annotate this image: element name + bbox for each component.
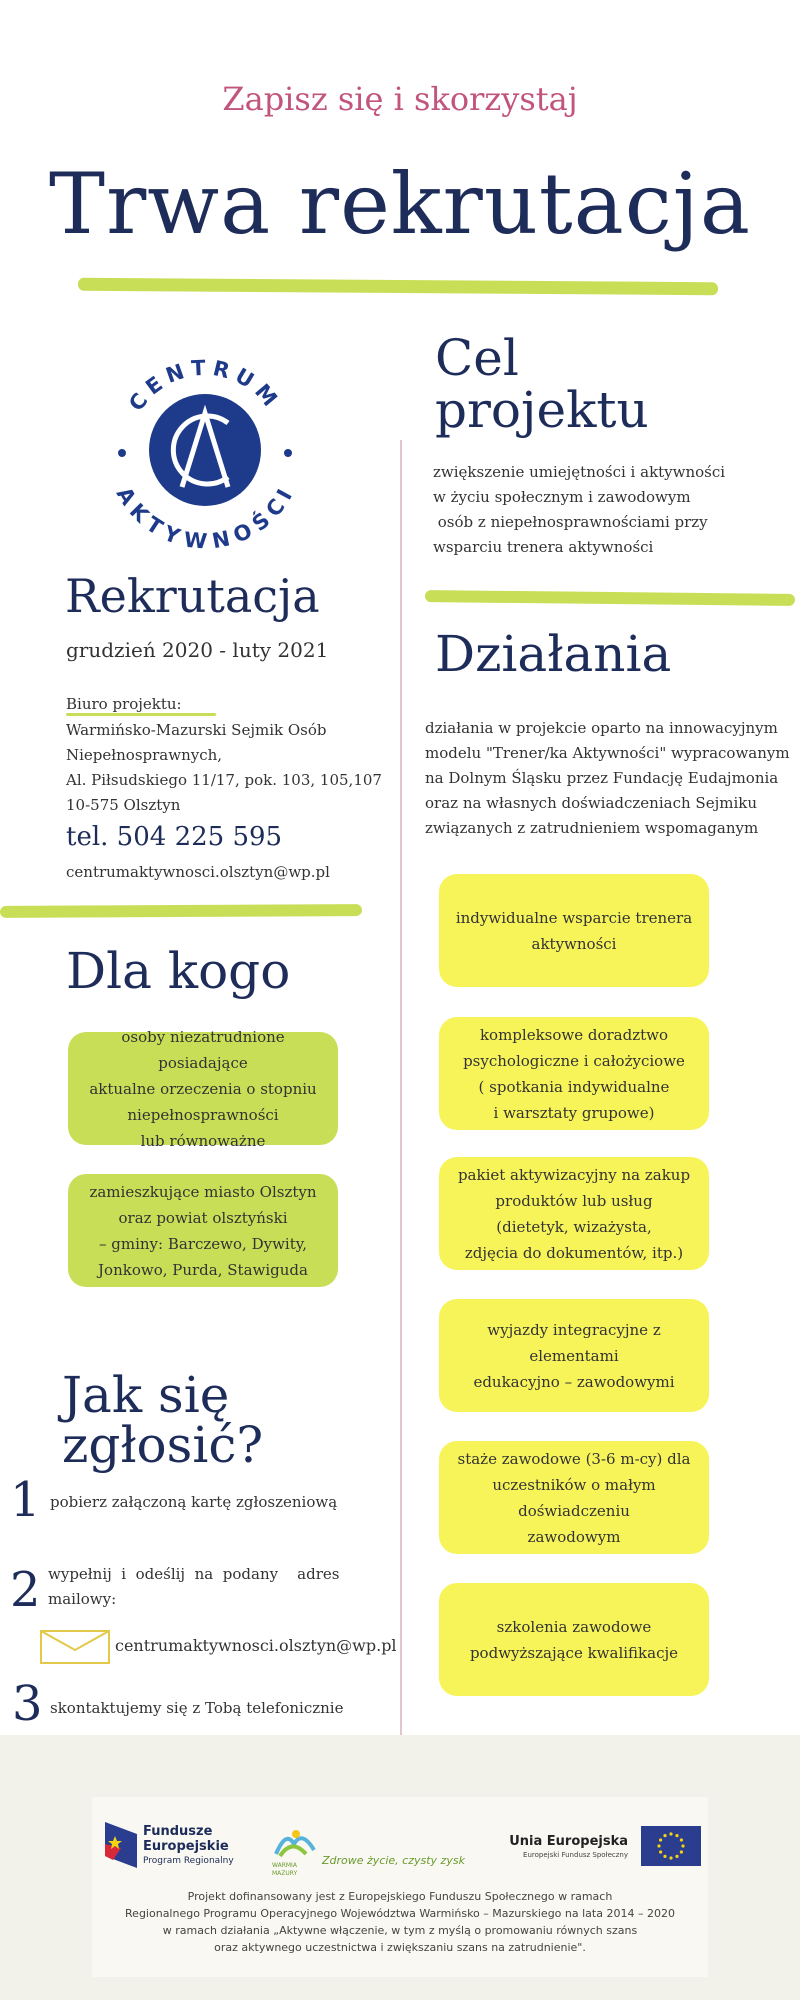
dzialania-line: związanych z zatrudnieniem wspomaganym bbox=[425, 819, 759, 837]
action-item bbox=[439, 1157, 709, 1270]
ue-line1: Unia Europejska bbox=[509, 1834, 628, 1849]
eu-star-icon bbox=[663, 1834, 666, 1837]
footer-line: oraz aktywnego uczestnictwa i zwiększaniu szans na zatrudnienie". bbox=[214, 1941, 586, 1954]
rekrutacja-dates: grudzień 2020 - luty 2021 bbox=[66, 638, 329, 662]
target-line: oraz powiat olsztyński bbox=[118, 1208, 288, 1227]
step-text: pobierz załączoną kartę zgłoszeniową bbox=[50, 1493, 338, 1511]
step-number: 1 bbox=[10, 1472, 41, 1528]
left-brush-divider bbox=[0, 904, 362, 918]
eu-star-icon bbox=[680, 1850, 683, 1853]
target-line: – gminy: Barczewo, Dywity, bbox=[99, 1234, 307, 1253]
warmia-mazury-emblem-icon bbox=[272, 1828, 318, 1858]
dzialania-line: oraz na własnych doświadczeniach Sejmiku bbox=[425, 794, 757, 812]
eu-star-icon bbox=[675, 1855, 678, 1858]
office-label: Biuro projektu: bbox=[66, 695, 182, 713]
cel-line: w życiu społecznym i zawodowym bbox=[433, 488, 691, 506]
eu-flag-icon bbox=[641, 1826, 701, 1866]
dzialania-title: Działania bbox=[435, 625, 672, 683]
action-line: edukacyjno – zawodowymi bbox=[473, 1372, 675, 1391]
target-line: niepełnosprawności bbox=[127, 1105, 279, 1124]
eu-star-icon bbox=[675, 1834, 678, 1837]
warmia-mazury-logo bbox=[272, 1828, 322, 1876]
step-text bbox=[48, 1562, 348, 1612]
cel-line: osób z niepełnosprawnościami przy bbox=[433, 513, 708, 531]
eu-star-icon bbox=[659, 1838, 662, 1841]
dzialania-line: modelu "Trener/ka Aktywności" wypracowanym bbox=[425, 744, 790, 762]
fundusze-europejskie-logo bbox=[103, 1820, 273, 1875]
action-line: aktywności bbox=[531, 934, 617, 953]
target-group-item bbox=[68, 1174, 338, 1287]
address-line: Warmińsko-Mazurski Sejmik Osób bbox=[66, 721, 327, 739]
slogan: Zdrowe życie, czysty zysk bbox=[322, 1854, 465, 1867]
cel-line: zwiększenie umiejętności i aktywności bbox=[433, 463, 726, 481]
action-line: produktów lub usług bbox=[495, 1191, 653, 1210]
step-text: skontaktujemy się z Tobą telefonicznie bbox=[50, 1699, 344, 1717]
page-title: Trwa rekrutacja bbox=[49, 155, 751, 253]
eu-star-icon bbox=[680, 1838, 683, 1841]
action-line: podwyższające kwalifikacje bbox=[469, 1643, 679, 1662]
action-item bbox=[439, 1299, 709, 1412]
office-address bbox=[66, 692, 386, 818]
target-line: osoby niezatrudnione posiadające bbox=[121, 1027, 285, 1072]
step-number: 3 bbox=[12, 1676, 43, 1732]
address-line: 10-575 Olsztyn bbox=[66, 796, 181, 814]
action-line: wyjazdy integracyjne z elementami bbox=[487, 1320, 661, 1365]
cel-title-line2: projektu bbox=[435, 381, 649, 439]
logo-arc-top: CENTRUM bbox=[124, 355, 286, 416]
action-line: (dietetyk, wizażysta, bbox=[496, 1217, 652, 1236]
action-line: staże zawodowe (3-6 m-cy) dla bbox=[457, 1449, 691, 1468]
cel-title-line1: Cel bbox=[435, 329, 519, 387]
jak-title bbox=[62, 1366, 264, 1474]
target-line: lub równoważne bbox=[140, 1131, 266, 1150]
target-line: zamieszkujące miasto Olsztyn bbox=[89, 1182, 317, 1201]
cel-description bbox=[433, 460, 763, 560]
target-line: aktualne orzeczenia o stopniu bbox=[89, 1079, 317, 1098]
envelope-icon bbox=[40, 1630, 110, 1664]
action-item bbox=[439, 1583, 709, 1696]
column-divider bbox=[400, 440, 402, 1740]
application-email[interactable]: centrumaktywnosci.olsztyn@wp.pl bbox=[115, 1636, 397, 1655]
target-group-item bbox=[68, 1027, 338, 1150]
dla-kogo-title: Dla kogo bbox=[66, 942, 291, 1000]
action-item bbox=[439, 1017, 709, 1130]
footer-line: Regionalnego Programu Operacyjnego Województwa Warmińsko – Mazurskiego na lata 2014 – 2020 bbox=[125, 1907, 675, 1920]
action-line: kompleksowe doradztwo bbox=[479, 1025, 669, 1044]
cel-line: wsparciu trenera aktywności bbox=[433, 538, 654, 556]
contact-email[interactable]: centrumaktywnosci.olsztyn@wp.pl bbox=[66, 863, 330, 881]
footer-line: Projekt dofinansowany jest z Europejskiego Funduszu Społecznego w ramach bbox=[187, 1890, 613, 1903]
action-line: zawodowym bbox=[527, 1527, 621, 1546]
target-line: Jonkowo, Purda, Stawiguda bbox=[98, 1260, 308, 1279]
fe-line1: Fundusze bbox=[143, 1824, 213, 1839]
dzialania-line: działania w projekcie oparto na innowacyjnym bbox=[425, 719, 778, 737]
action-item bbox=[439, 1441, 709, 1554]
footer-funding-text bbox=[92, 1888, 708, 1956]
action-item bbox=[439, 874, 709, 987]
action-line: szkolenia zawodowe bbox=[496, 1617, 652, 1636]
action-line: ( spotkania indywidualne bbox=[478, 1077, 670, 1096]
action-line: uczestników o małym doświadczeniu bbox=[492, 1475, 656, 1520]
eu-star-icon bbox=[659, 1850, 662, 1853]
action-line: psychologiczne i całożyciowe bbox=[463, 1051, 685, 1070]
step-number: 2 bbox=[10, 1562, 41, 1618]
ue-line2: Europejski Fundusz Społeczny bbox=[523, 1851, 628, 1859]
phone-number: tel. 504 225 595 bbox=[66, 822, 283, 852]
address-line: Al. Piłsudskiego 11/17, pok. 103, 105,107 bbox=[66, 771, 382, 789]
header-brush-divider bbox=[78, 278, 718, 295]
step-text-line: wypełnij i odeślij na podany adres bbox=[48, 1565, 340, 1583]
address-line: Niepełnosprawnych, bbox=[66, 746, 223, 764]
action-line: indywidualne wsparcie trenera bbox=[455, 908, 693, 927]
eu-star-icon bbox=[669, 1856, 672, 1859]
action-line: pakiet aktywizacyjny na zakup bbox=[457, 1165, 691, 1184]
dzialania-description bbox=[425, 716, 795, 841]
eu-star-icon bbox=[657, 1844, 660, 1847]
cel-title bbox=[435, 329, 649, 439]
wm-logo-text: WARMIA MAZURY bbox=[272, 1862, 298, 1877]
action-line: zdjęcia do dokumentów, itp.) bbox=[464, 1243, 684, 1262]
unia-europejska-logo-text bbox=[500, 1833, 628, 1860]
action-line: i warsztaty grupowe) bbox=[493, 1103, 655, 1122]
jak-title-line2: zgłosić? bbox=[62, 1416, 264, 1474]
tagline: Zapisz się i skorzystaj bbox=[222, 80, 578, 118]
logo-arc-bottom: AKTYWNOŚCI bbox=[111, 482, 299, 554]
dzialania-line: na Dolnym Śląsku przez Fundację Eudajmonia bbox=[425, 769, 779, 787]
eu-star-icon bbox=[681, 1844, 684, 1847]
fe-line2: Europejskie bbox=[143, 1839, 229, 1854]
fe-flag-icon bbox=[103, 1820, 139, 1870]
rekrutacja-title: Rekrutacja bbox=[65, 569, 320, 623]
eu-star-icon bbox=[663, 1855, 666, 1858]
fe-line3: Program Regionalny bbox=[143, 1856, 234, 1866]
eu-star-icon bbox=[669, 1832, 672, 1835]
centrum-aktywnosci-logo bbox=[100, 345, 310, 555]
step-text-line: mailowy: bbox=[48, 1590, 117, 1608]
footer-line: w ramach działania „Aktywne włączenie, w tym z myślą o promowaniu równych szans bbox=[162, 1924, 638, 1937]
jak-title-line1: Jak się bbox=[62, 1366, 230, 1424]
right-brush-divider bbox=[425, 590, 795, 606]
